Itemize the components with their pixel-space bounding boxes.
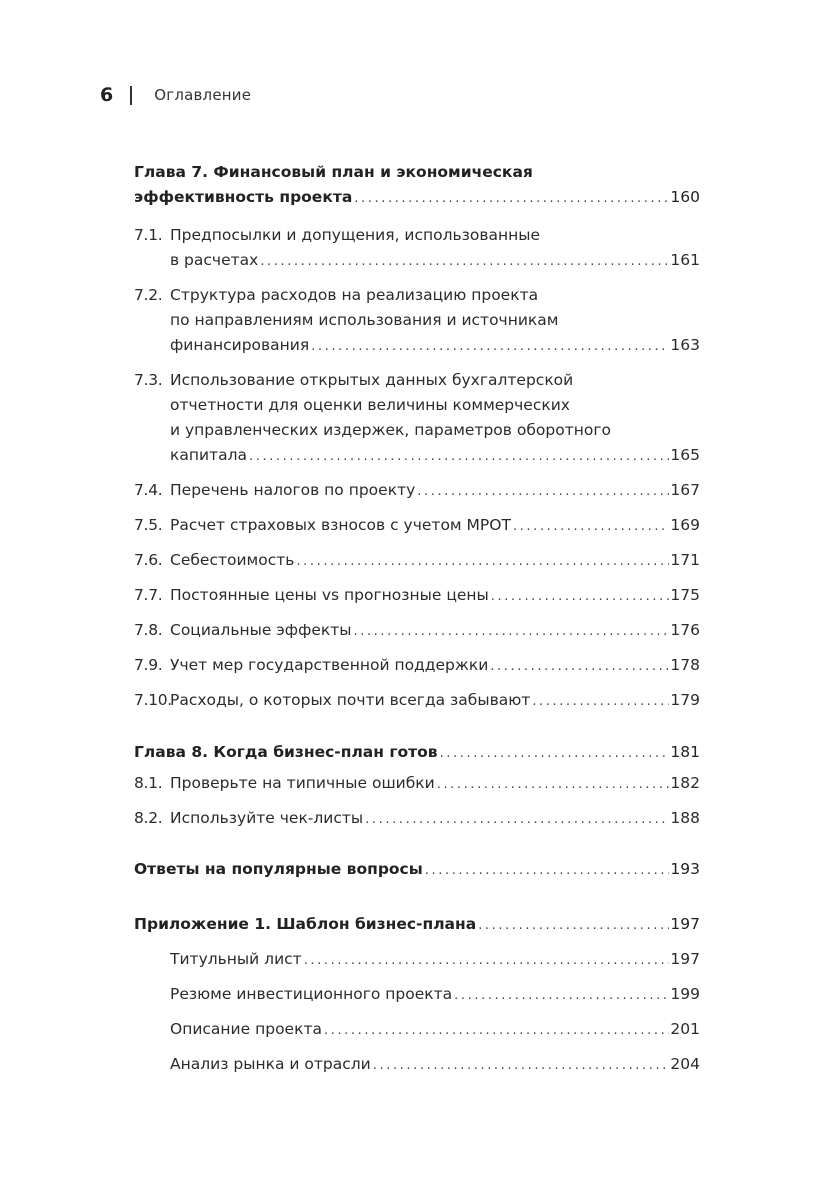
toc-entry[interactable] (134, 1052, 700, 1078)
item-number: 7.8. (134, 621, 163, 639)
item-text: Учет мер государственной поддержки (170, 656, 489, 674)
chapter-title-line: эффективность проекта (134, 188, 353, 206)
page-ref: 188 (670, 809, 700, 827)
item-text: Предпосылки и допущения, использованные (170, 226, 541, 244)
page-ref: 171 (670, 551, 700, 569)
page-ref: 165 (670, 446, 700, 464)
page-ref: 160 (670, 188, 700, 206)
section-title: Приложение 1. Шаблон бизнес-плана (134, 915, 477, 933)
toc-entry[interactable] (134, 618, 700, 644)
item-number: 7.4. (134, 481, 163, 499)
item-text: Титульный лист (170, 950, 302, 968)
item-text: Описание проекта (170, 1020, 322, 1038)
item-text: Расходы, о которых почти всегда забывают (170, 691, 531, 709)
item-text: Себестоимость (170, 551, 295, 569)
toc-chapter-8 (134, 740, 700, 766)
page-ref: 182 (670, 774, 700, 792)
page-ref: 201 (670, 1020, 700, 1038)
running-title: Оглавление (154, 86, 252, 104)
page-ref: 197 (670, 915, 700, 933)
dot-leader (513, 514, 669, 539)
item-number: 7.6. (134, 551, 163, 569)
item-number: 7.10. (134, 691, 172, 709)
page-ref: 178 (670, 656, 700, 674)
header-divider (130, 86, 132, 105)
toc-entry[interactable] (134, 283, 700, 359)
item-text: финансирования (170, 336, 310, 354)
dot-leader (354, 186, 669, 211)
item-text: Социальные эффекты (170, 621, 352, 639)
dot-leader (311, 334, 669, 359)
toc-entry[interactable] (134, 912, 700, 938)
item-text: Анализ рынка и отрасли (170, 1055, 371, 1073)
item-text: Структура расходов на реализацию проекта (170, 286, 539, 304)
page-ref: 199 (670, 985, 700, 1003)
page-ref: 176 (670, 621, 700, 639)
page-ref: 204 (670, 1055, 700, 1073)
item-number: 7.3. (134, 371, 163, 389)
running-header (100, 82, 251, 108)
dot-leader (440, 741, 670, 766)
toc-faq (134, 857, 700, 883)
item-text: в расчетах (170, 251, 259, 269)
toc-entry[interactable] (134, 947, 700, 973)
toc-appendix-1 (134, 912, 700, 938)
item-text: Проверьте на типичные ошибки (170, 774, 435, 792)
toc-entry[interactable] (134, 740, 700, 766)
dot-leader (491, 584, 670, 609)
toc-entry[interactable] (134, 806, 700, 832)
item-text: Использование открытых данных бухгалтерской (170, 371, 574, 389)
item-text: Используйте чек-листы (170, 809, 364, 827)
page-ref: 175 (670, 586, 700, 604)
chapter-title-line: Глава 7. Финансовый план и экономическая (134, 163, 533, 181)
item-text: и управленческих издержек, параметров оборотного (170, 421, 611, 439)
item-text: по направлениям использования и источникам (170, 311, 559, 329)
page-ref: 167 (670, 481, 700, 499)
item-text: Расчет страховых взносов с учетом МРОТ (170, 516, 511, 534)
item-number: 7.7. (134, 586, 163, 604)
toc-entry[interactable] (134, 223, 700, 274)
dot-leader (437, 772, 670, 797)
item-number: 7.1. (134, 226, 163, 244)
section-title: Ответы на популярные вопросы (134, 860, 423, 878)
item-number: 8.2. (134, 809, 163, 827)
toc-entry[interactable] (134, 478, 700, 504)
page-ref: 163 (670, 336, 700, 354)
toc-entry[interactable] (134, 583, 700, 609)
page-ref: 181 (670, 743, 700, 761)
chapter-title: Глава 8. Когда бизнес-план готов (134, 743, 438, 761)
dot-leader (365, 807, 669, 832)
page-number: 6 (100, 84, 114, 106)
dot-leader (454, 983, 669, 1008)
item-text: отчетности для оценки величины коммерческих (170, 396, 570, 414)
item-number: 7.2. (134, 286, 163, 304)
dot-leader (532, 689, 669, 714)
dot-leader (417, 479, 669, 504)
toc-entry[interactable] (134, 982, 700, 1008)
page-ref: 161 (670, 251, 700, 269)
toc-entry[interactable] (134, 548, 700, 574)
dot-leader (249, 444, 669, 469)
item-number: 8.1. (134, 774, 163, 792)
item-number: 7.9. (134, 656, 163, 674)
toc-entry[interactable] (134, 368, 700, 469)
table-of-contents (134, 160, 700, 1078)
dot-leader (490, 654, 669, 679)
page-ref: 169 (670, 516, 700, 534)
dot-leader (296, 549, 669, 574)
dot-leader (304, 948, 670, 973)
page-ref: 179 (670, 691, 700, 709)
toc-entry[interactable] (134, 653, 700, 679)
toc-entry[interactable] (134, 1017, 700, 1043)
dot-leader (324, 1018, 669, 1043)
page-ref: 193 (670, 860, 700, 878)
dot-leader (478, 913, 669, 938)
dot-leader (353, 619, 669, 644)
toc-entry[interactable] (134, 771, 700, 797)
page-ref: 197 (670, 950, 700, 968)
dot-leader (260, 249, 669, 274)
toc-entry[interactable] (134, 185, 700, 211)
dot-leader (373, 1053, 670, 1078)
toc-entry[interactable] (134, 688, 700, 714)
toc-chapter-7 (134, 160, 700, 211)
item-number: 7.5. (134, 516, 163, 534)
item-text: Резюме инвестиционного проекта (170, 985, 453, 1003)
item-text: Перечень налогов по проекту (170, 481, 416, 499)
dot-leader (425, 858, 670, 883)
toc-entry[interactable] (134, 513, 700, 539)
item-text: капитала (170, 446, 248, 464)
item-text: Постоянные цены vs прогнозные цены (170, 586, 489, 604)
toc-entry[interactable] (134, 857, 700, 883)
